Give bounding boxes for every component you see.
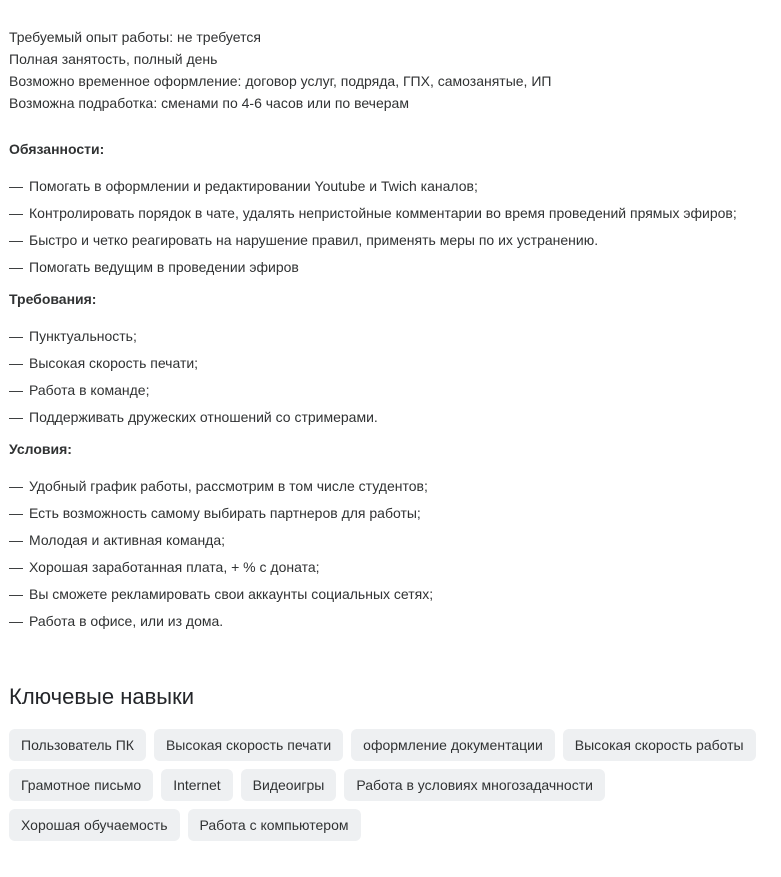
skills-row xyxy=(9,809,781,841)
skill-tag[interactable]: Грамотное письмо xyxy=(9,769,153,801)
condition-item: — Работа в офисе, или из дома. xyxy=(9,610,777,637)
bullet-dash: — xyxy=(9,355,23,371)
experience-info: Требуемый опыт работы: не требуется xyxy=(9,29,261,45)
contract-type-info: Возможно временное оформление: договор услуг, подряда, ГПХ, самозанятые, ИП xyxy=(9,73,552,89)
key-skills-title: Ключевые навыки xyxy=(9,684,195,709)
bullet-dash: — xyxy=(9,586,23,602)
skill-tag[interactable]: Видеоигры xyxy=(241,769,337,801)
condition-item: — Хорошая заработанная плата, + % с доната; xyxy=(9,556,777,583)
skills-row xyxy=(9,729,781,761)
skill-tag[interactable]: Пользователь ПК xyxy=(9,729,146,761)
bullet-dash: — xyxy=(9,613,23,629)
bullet-dash: — xyxy=(9,559,23,575)
part-time-info: Возможна подработка: сменами по 4-6 часов или по вечерам xyxy=(9,95,409,111)
bullet-dash: — xyxy=(9,178,23,194)
bullet-dash: — xyxy=(9,478,23,494)
skill-tag[interactable]: оформление документации xyxy=(351,729,555,761)
skill-tag[interactable]: Хорошая обучаемость xyxy=(9,809,180,841)
skill-tag[interactable]: Internet xyxy=(161,769,232,801)
bullet-dash: — xyxy=(9,532,23,548)
condition-item: — Есть возможность самому выбирать партнеров для работы; xyxy=(9,502,777,529)
employment-type-info: Полная занятость, полный день xyxy=(9,51,218,67)
conditions-list xyxy=(9,475,777,637)
bullet-dash: — xyxy=(9,328,23,344)
duty-item: — Контролировать порядок в чате, удалять непристойные комментарии во время проведений прямых эфиров; xyxy=(9,202,777,229)
requirement-item: — Работа в команде; xyxy=(9,379,777,406)
duty-item: — Быстро и четко реагировать на нарушение правил, применять меры по их устранению. xyxy=(9,229,777,256)
requirement-item: — Пунктуальность; xyxy=(9,325,777,352)
requirement-item: — Поддерживать дружеских отношений со стримерами. xyxy=(9,406,777,433)
skill-tag[interactable]: Высокая скорость работы xyxy=(563,729,756,761)
skill-tag[interactable]: Работа с компьютером xyxy=(188,809,361,841)
bullet-dash: — xyxy=(9,232,23,248)
duties-list xyxy=(9,175,777,283)
condition-item: — Удобный график работы, рассмотрим в том числе студентов; xyxy=(9,475,777,502)
bullet-dash: — xyxy=(9,259,23,275)
bullet-dash: — xyxy=(9,382,23,398)
requirements-list xyxy=(9,325,777,433)
key-skills-list xyxy=(9,729,781,849)
skill-tag[interactable]: Высокая скорость печати xyxy=(154,729,343,761)
requirements-heading: Требования: xyxy=(9,291,97,307)
requirement-item: — Высокая скорость печати; xyxy=(9,352,777,379)
bullet-dash: — xyxy=(9,409,23,425)
employment-info xyxy=(9,26,777,114)
skill-tag[interactable]: Работа в условиях многозадачности xyxy=(344,769,605,801)
conditions-heading: Условия: xyxy=(9,441,72,457)
condition-item: — Молодая и активная команда; xyxy=(9,529,777,556)
vacancy-description xyxy=(9,26,777,637)
bullet-dash: — xyxy=(9,505,23,521)
condition-item: — Вы сможете рекламировать свои аккаунты социальных сетях; xyxy=(9,583,777,610)
duty-item: — Помогать в оформлении и редактировании Youtube и Twich каналов; xyxy=(9,175,777,202)
duty-item: — Помогать ведущим в проведении эфиров xyxy=(9,256,777,283)
duties-heading: Обязанности: xyxy=(9,141,105,157)
bullet-dash: — xyxy=(9,205,23,221)
skills-row xyxy=(9,769,781,801)
